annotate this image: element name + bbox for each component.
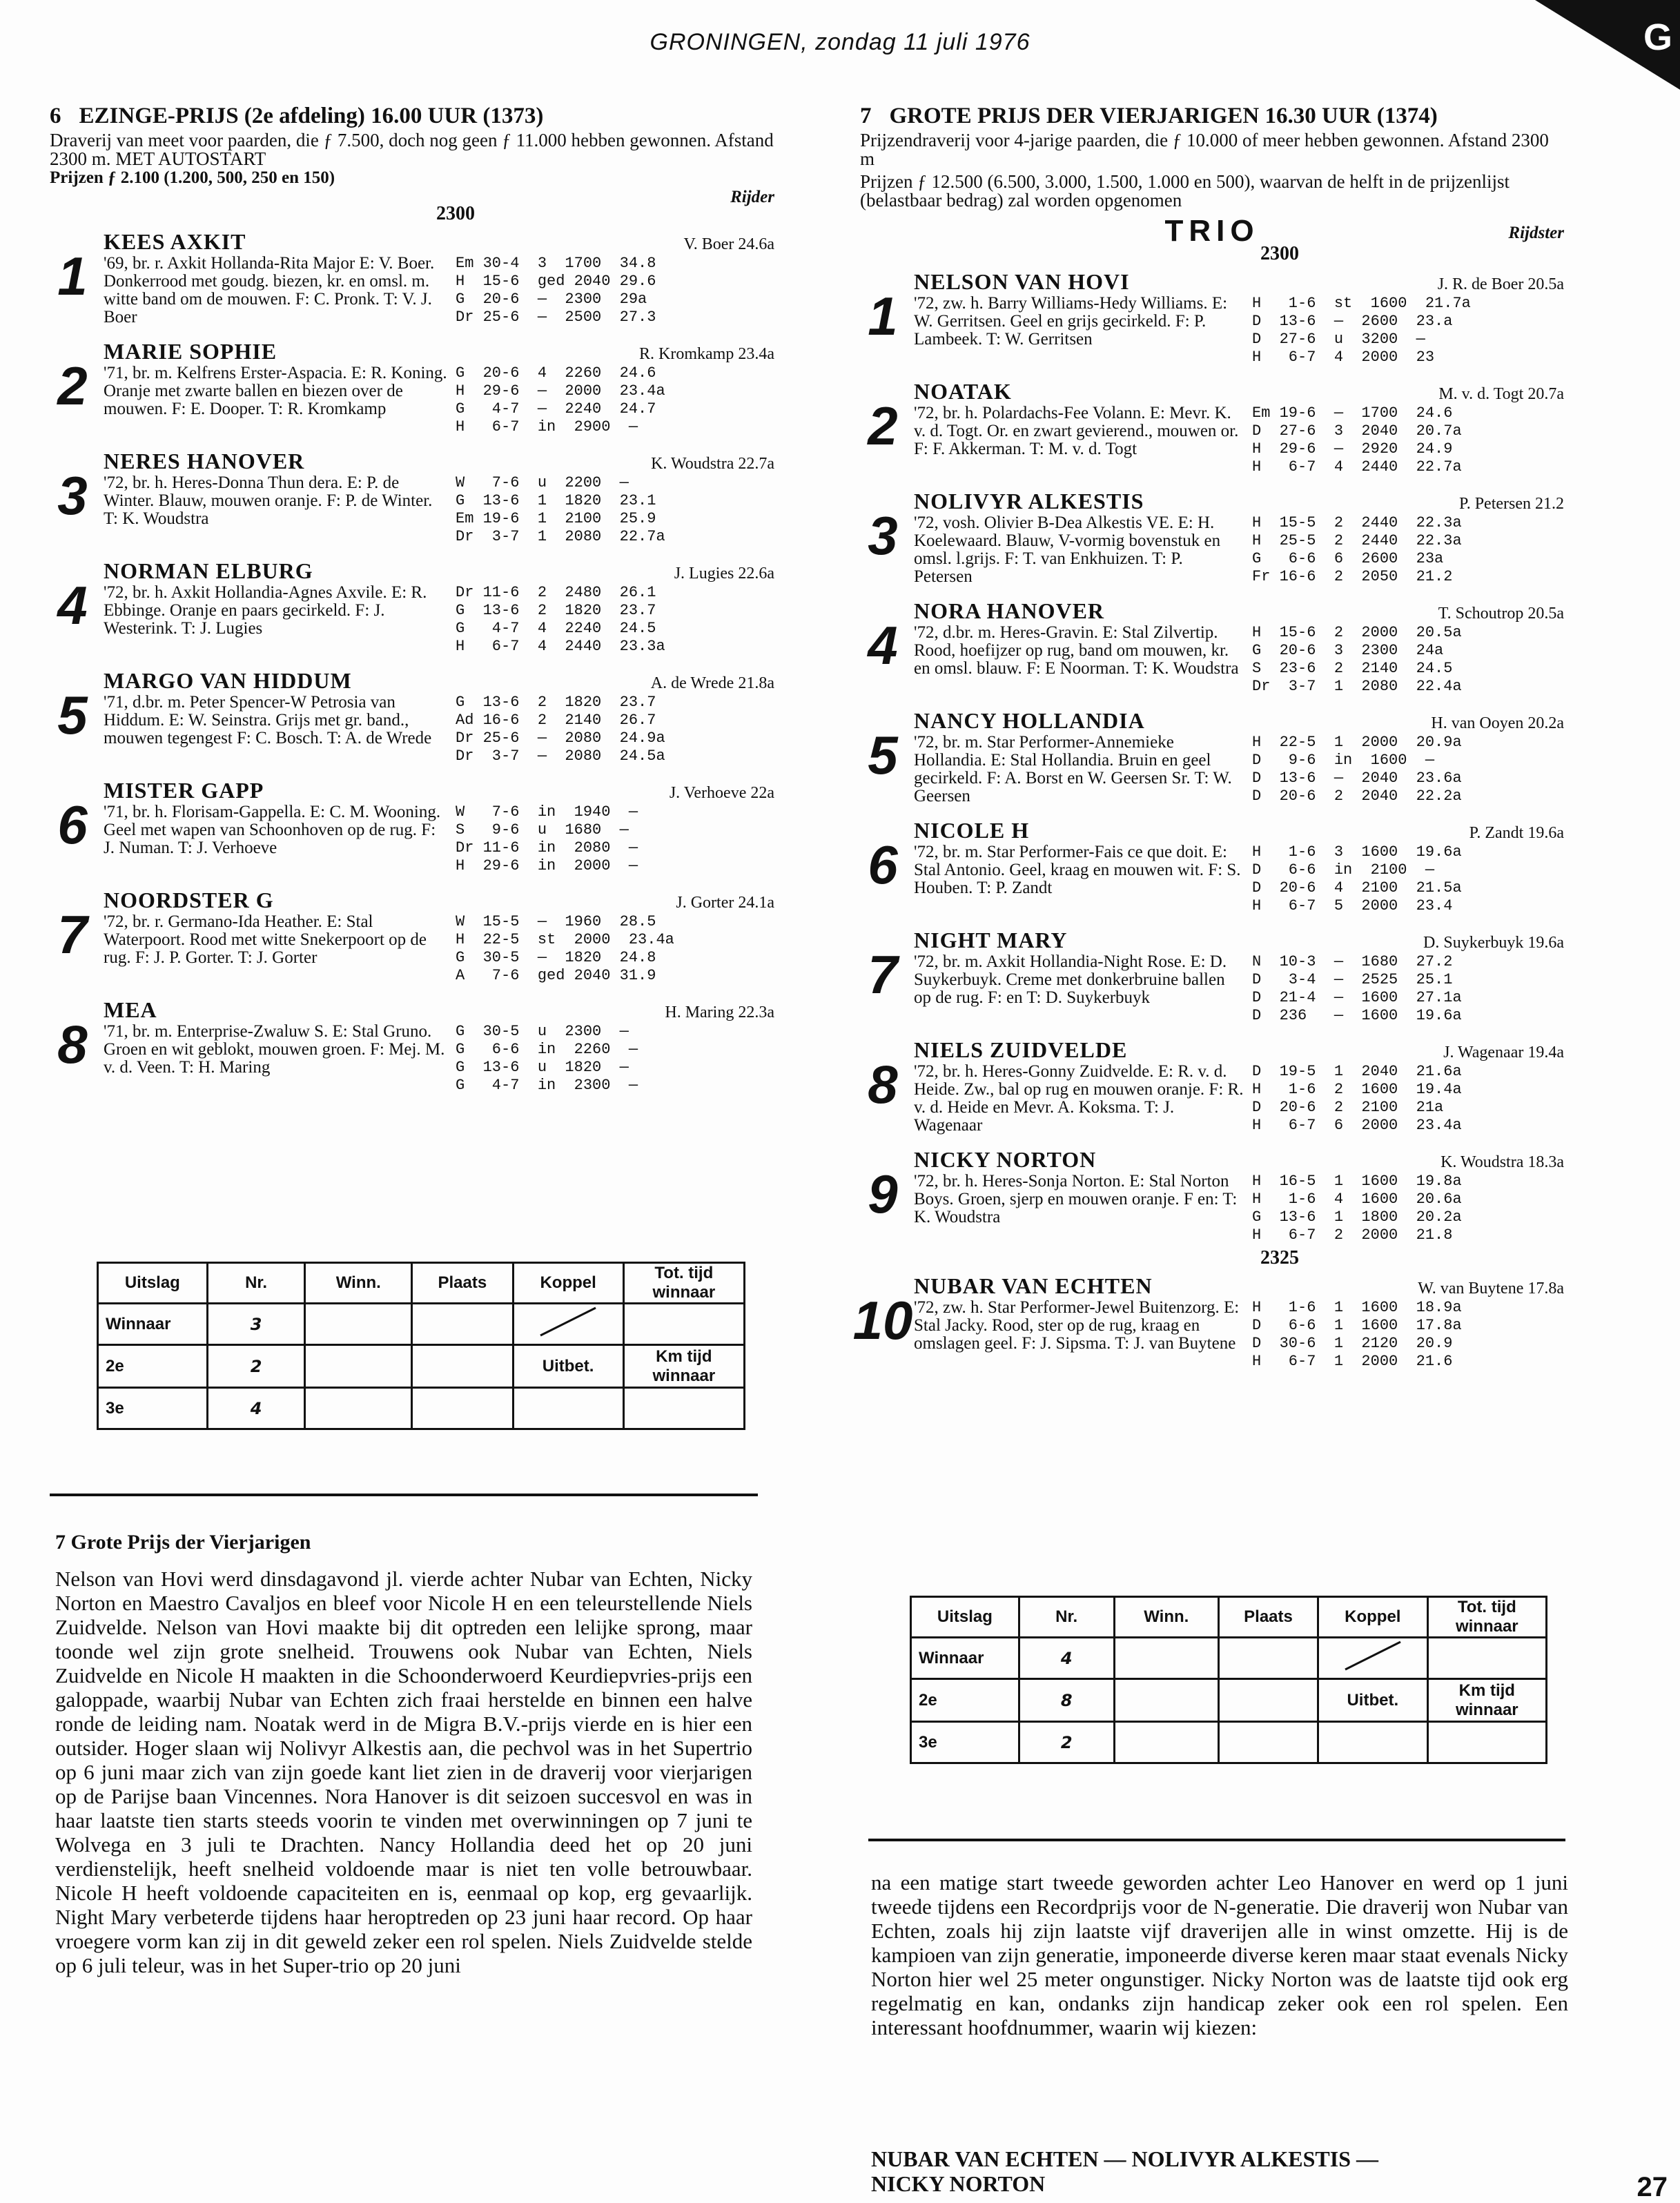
horse-entry <box>860 489 1564 586</box>
recent-performances: H 1-6 3 1600 19.6a D 6-6 in 2100 — D 20-6 4 2100 21.5a H 6-7 5 2000 23.4 <box>1252 843 1462 914</box>
horse-entry <box>50 668 774 765</box>
row-label: 3e <box>911 1722 1019 1763</box>
horse-entry <box>860 598 1564 696</box>
race6-column <box>50 104 774 1107</box>
rider-name: J. Wagenaar 19.4a <box>1443 1044 1564 1061</box>
start-number: 6 <box>57 794 88 855</box>
recent-performances: H 16-5 1 1600 19.8a H 1-6 4 1600 20.6a G 13-6 1 1800 20.2a H 6-7 2 2000 21.8 <box>1252 1173 1462 1244</box>
table-header: Winn. <box>1114 1597 1218 1638</box>
recent-performances: Dr 11-6 2 2480 26.1 G 13-6 2 1820 23.7 G 4-7 4 2240 24.5 H 6-7 4 2440 23.3a <box>456 584 665 655</box>
start-number: 10 <box>852 1290 913 1351</box>
divider <box>50 1494 758 1496</box>
rider-name: H. van Ooyen 20.2a <box>1431 714 1564 732</box>
recent-performances: G 20-6 4 2260 24.6 H 29-6 — 2000 23.4a G 4-7 — 2240 24.7 H 6-7 in 2900 — <box>456 364 665 435</box>
race7-number: 7 <box>860 104 872 128</box>
horse-name: NIELS ZUIDVELDE <box>914 1037 1128 1062</box>
rider-name: R. Kromkamp 23.4a <box>639 345 774 363</box>
recent-performances: D 19-5 1 2040 21.6a H 1-6 2 1600 19.4a D 20-6 2 2100 21a H 6-7 6 2000 23.4a <box>1252 1063 1462 1134</box>
horse-name: NOLIVYR ALKESTIS <box>914 489 1144 513</box>
race7-prizes: Prijzen ƒ 12.500 (6.500, 3.000, 1.500, 1.000 en 500), waarvan de helft in de prijzenlijst (belastbaar bedrag) zal worden opgenomen <box>860 171 1510 210</box>
rider-name: D. Suykerbuyk 19.6a <box>1423 934 1564 952</box>
horse-name: NOORDSTER G <box>104 888 274 912</box>
start-number: 7 <box>868 944 898 1005</box>
horse-name: NORA HANOVER <box>914 598 1105 623</box>
rider-name: H. Maring 22.3a <box>665 1003 774 1021</box>
race6-distance: 2300 <box>436 203 475 224</box>
horse-description: '72, br. m. Star Performer-Fais ce que doit. E: Stal Antonio. Geel, kraag en mouwen wit. F: S. Houben. T: P. Zandt <box>914 843 1241 897</box>
article-text-right: na een matige start tweede geworden achter Leo Hanover en werd op 1 juni tweede tijdens een Recordprijs voor de N-generatie. Die draverij won Nubar van Echten, zoals hij zijn laatste vijf draverijen alle in winst omzette. Hij is de kampioen van zijn generatie, imponeerde diverse keren maar staat evenals Nicky Norton hier wel 25 meter ongunstiger. Nicky Norton was de laatste tijd ook erg regelmatig en kan, ondanks zijn handicap zeker ook een rol spelen. Een interessant hoofdnummer, waarin wij kiezen: <box>871 1870 1568 2039</box>
table-header: Koppel <box>513 1263 623 1304</box>
recent-performances: N 10-3 — 1680 27.2 D 3-4 — 2525 25.1 D 21-4 — 1600 27.1a D 236 — 1600 19.6a <box>1252 953 1462 1024</box>
table-header: Tot. tijd winnaar <box>623 1263 744 1304</box>
race7-entries <box>852 269 1564 1371</box>
km-time-label: Km tijd winnaar <box>623 1345 744 1388</box>
horse-description: '71, d.br. m. Peter Spencer-W Petrosia van Hiddum. E: W. Seinstra. Grijs met gr. band., mouwen tegengest F: C. Bosch. T: A. de Wrede <box>104 693 432 747</box>
race7-title: GROTE PRIJS DER VIERJARIGEN 16.30 UUR (1374) <box>889 104 1438 128</box>
horse-description: '72, vosh. Olivier B-Dea Alkestis VE. E: H. Koelewaard. Blauw, V-vormig bovenstuk en omsl. l.grijs. F: T. van Enkhuizen. T: P. Petersen <box>914 513 1221 586</box>
start-number: 2 <box>57 355 88 416</box>
handwritten-winner: 4 <box>1019 1638 1114 1679</box>
rider-name: J. R. de Boer 20.5a <box>1437 275 1564 293</box>
horse-entry <box>860 708 1564 805</box>
race6-number: 6 <box>50 104 61 128</box>
rider-name: P. Zandt 19.6a <box>1469 824 1564 842</box>
rider-name: K. Woudstra 18.3a <box>1440 1153 1564 1171</box>
recent-performances: H 15-5 2 2440 22.3a H 25-5 2 2440 22.3a G 6-6 6 2600 23a Fr 16-6 2 2050 21.2 <box>1252 514 1462 585</box>
horse-entry <box>50 449 774 546</box>
start-number: 5 <box>57 685 88 745</box>
horse-description: '72, br. r. Germano-Ida Heather. E: Stal Waterpoort. Rood met witte Snekerpoort op de rug. F: J. P. Gorter. T: J. Gorter <box>104 912 427 967</box>
row-label: 2e <box>98 1345 208 1388</box>
rider-name: V. Boer 24.6a <box>683 235 774 253</box>
koppel-slash <box>513 1304 623 1345</box>
corner-letter: G <box>1643 17 1673 58</box>
start-number: 5 <box>868 725 898 785</box>
horse-name: NERES HANOVER <box>104 449 305 473</box>
race6-conditions: Draverij van meet voor paarden, die ƒ 7.500, doch nog geen ƒ 11.000 hebben gewonnen. Afstand 2300 m. MET AUTOSTART <box>50 130 774 169</box>
koppel-slash <box>1318 1638 1427 1679</box>
recent-performances: W 7-6 in 1940 — S 9-6 u 1680 — Dr 11-6 in 2080 — H 29-6 in 2000 — <box>456 803 638 874</box>
start-number: 1 <box>868 286 898 346</box>
horse-description: '72, br. h. Axkit Hollandia-Agnes Axvile. E: R. Ebbinge. Oranje en paars gecirkeld. F: J. Westerink. T: J. Lugies <box>104 583 427 638</box>
start-number: 8 <box>57 1014 88 1075</box>
row-label: 2e <box>911 1679 1019 1722</box>
row-label: Winnaar <box>98 1304 208 1345</box>
pick-line-2: NICKY NORTON <box>871 2171 1046 2196</box>
table-header: Nr. <box>207 1263 305 1304</box>
km-time-label: Km tijd winnaar <box>1427 1679 1546 1722</box>
race6-entries <box>50 229 774 1095</box>
race7-rider-header: Rijdster <box>1508 224 1564 242</box>
start-number: 9 <box>868 1164 898 1224</box>
trio-label: TRIO <box>1164 214 1260 248</box>
start-number: 4 <box>868 615 898 676</box>
horse-name: NICKY NORTON <box>914 1147 1097 1172</box>
recent-performances: G 30-5 u 2300 — G 6-6 in 2260 — G 13-6 u 1820 — G 4-7 in 2300 — <box>456 1023 638 1094</box>
start-number: 1 <box>57 246 88 306</box>
table-header: Plaats <box>412 1263 514 1304</box>
horse-description: '72, zw. h. Barry Williams-Hedy Williams. E: W. Gerritsen. Geel en grijs gecirkeld. F: P. Lambeek. T: W. Gerritsen <box>914 294 1228 349</box>
horse-entry <box>860 1037 1564 1135</box>
horse-entry <box>860 818 1564 915</box>
recent-performances: W 15-5 — 1960 28.5 H 22-5 st 2000 23.4a G 30-5 — 1820 24.8 A 7-6 ged 2040 31.9 <box>456 913 674 984</box>
recent-performances: W 7-6 u 2200 — G 13-6 1 1820 23.1 Em 19-6 1 2100 25.9 Dr 3-7 1 2080 22.7a <box>456 474 665 545</box>
table-header: Tot. tijd winnaar <box>1427 1597 1546 1638</box>
horse-name: MEA <box>104 997 157 1022</box>
article-text-left: Nelson van Hovi werd dinsdagavond jl. vierde achter Nubar van Echten, Nicky Norton en Maestro Cavaljos en bleef voor Nicole H en een teleurstellende Niels Zuidvelde. Nelson van Hovi maakte bij dit optreden een lelijke sprong, maar toonde wel zijn grote snelheid. Trouwens ook Nubar van Echten, Niels Zuidvelde en Nicole H maakten in die Schoonderwoerd Keurdiepvries-prijs een galoppade, waarbij Nubar van Echten zich fraai herstelde en binnen een halve ronde de leiding nam. Noatak werd in de Migra B.V.-prijs vierde en is hier een outsider. Hoger slaan wij Nolivyr Alkestis aan, die pechvol was in het Supertrio op 6 juni maar zich van zijn goede kant liet zien in de draverij voor vierjarigen op de Parijse baan Vincennes. Nora Hanover is dit seizoen succesvol en was in haar laatste tien starts steeds voorin te vinden met overwinningen op 7 juni te Wolvega en 3 juli te Drachten. Nancy Hollandia deed het op 20 juni verdienstelijk, heeft snelheid voldoende maar is niet ten volle betrouwbaar. Nicole H heeft voldoende capaciteiten en is, eenmaal op kop, erg gevaarlijk. Night Mary verbeterde tijdens haar heroptreden op 23 juni haar record. Op haar vroegere vorm kan zij in dit geweld zeker een rol spelen. Niels Zuidvelde stelde op 6 juli teleur, was in het Super-trio op 20 juni <box>55 1567 752 1977</box>
horse-entry <box>50 339 774 436</box>
race7-distance: 2300 <box>1260 243 1299 264</box>
horse-entry <box>860 1147 1564 1244</box>
race7-distance-2: 2325 <box>1260 1247 1299 1269</box>
rider-name: J. Gorter 24.1a <box>676 894 774 912</box>
horse-entry <box>860 379 1564 476</box>
rider-name: J. Verhoeve 22a <box>669 784 774 802</box>
rider-name: M. v. d. Togt 20.7a <box>1438 385 1564 403</box>
horse-name: MARGO VAN HIDDUM <box>104 668 352 693</box>
table-header: Koppel <box>1318 1597 1427 1638</box>
payout-label: Uitbet. <box>513 1345 623 1388</box>
start-number: 6 <box>868 834 898 895</box>
divider <box>868 1839 1565 1841</box>
start-number: 3 <box>868 505 898 566</box>
rider-name: T. Schoutrop 20.5a <box>1438 605 1564 623</box>
article-title: 7 Grote Prijs der Vierjarigen <box>55 1531 311 1554</box>
horse-description: '71, br. m. Kelfrens Erster-Aspacia. E: R. Koning. Oranje met zwarte ballen en biezen over de mouwen. F: E. Dooper. T: R. Kromkamp <box>104 364 447 418</box>
horse-entry <box>852 1273 1564 1371</box>
horse-name: MISTER GAPP <box>104 778 264 803</box>
handwritten-second: 2 <box>207 1345 305 1388</box>
handwritten-third: 2 <box>1019 1722 1114 1763</box>
recent-performances: Em 19-6 — 1700 24.6 D 27-6 3 2040 20.7a H 29-6 — 2920 24.9 H 6-7 4 2440 22.7a <box>1252 404 1462 476</box>
rider-name: P. Petersen 21.2 <box>1459 495 1564 513</box>
start-number: 4 <box>57 575 88 636</box>
page-header: GRONINGEN, zondag 11 juli 1976 <box>649 29 1031 55</box>
horse-description: '72, d.br. m. Heres-Gravin. E: Stal Zilvertip. Rood, hoefijzer op rug, band om mouwen, kr. en omsl. blauw. F: E Noorman. T: K. Woudstra <box>914 623 1239 678</box>
start-number: 7 <box>57 904 88 965</box>
handwritten-winner: 3 <box>207 1304 305 1345</box>
recent-performances: G 13-6 2 1820 23.7 Ad 16-6 2 2140 26.7 Dr 25-6 — 2080 24.9a Dr 3-7 — 2080 24.5a <box>456 694 665 765</box>
start-number: 8 <box>868 1054 898 1115</box>
horse-description: '72, br. h. Polardachs-Fee Volann. E: Mevr. K. v. d. Togt. Or. en zwart gevierend., mouwen or. F: F. Akkerman. T: M. v. d. Togt <box>914 404 1239 458</box>
horse-name: NANCY HOLLANDIA <box>914 708 1145 733</box>
rider-name: J. Lugies 22.6a <box>674 565 774 582</box>
race6-rider-header: Rijder <box>730 188 774 206</box>
rider-name: K. Woudstra 22.7a <box>651 455 774 473</box>
page-number: 27 <box>1637 2172 1668 2202</box>
table-header: Plaats <box>1219 1597 1318 1638</box>
horse-name: MARIE SOPHIE <box>104 339 277 364</box>
row-label: Winnaar <box>911 1638 1019 1679</box>
pick-line-1: NUBAR VAN ECHTEN — NOLIVYR ALKESTIS — <box>871 2146 1378 2171</box>
table-header: Nr. <box>1019 1597 1114 1638</box>
horse-entry <box>50 778 774 875</box>
race6-result-table <box>97 1262 745 1430</box>
horse-entry <box>50 229 774 326</box>
article-pick <box>871 2146 1378 2196</box>
table-header: Uitslag <box>911 1597 1019 1638</box>
horse-description: '72, br. m. Star Performer-Annemieke Hollandia. E: Stal Hollandia. Bruin en geel gecirkeld. F: A. Borst en W. Geersen Sr. T: W. Geersen <box>914 733 1232 805</box>
horse-name: NELSON VAN HOVI <box>914 269 1130 294</box>
race6-title: EZINGE-PRIJS (2e afdeling) 16.00 UUR (1373) <box>79 104 544 128</box>
horse-description: '71, br. m. Enterprise-Zwaluw S. E: Stal Gruno. Groen en wit geblokt, mouwen groen. F: Mej. M. v. d. Veen. T: H. Maring <box>104 1022 445 1077</box>
handwritten-third: 4 <box>207 1388 305 1429</box>
horse-name: NOATAK <box>914 379 1012 404</box>
recent-performances: H 1-6 st 1600 21.7a D 13-6 — 2600 23.a D 27-6 u 3200 — H 6-7 4 2000 23 <box>1252 295 1471 366</box>
start-number: 3 <box>57 465 88 526</box>
rider-name: W. van Buytene 17.8a <box>1418 1280 1564 1298</box>
race7-column <box>852 104 1564 1383</box>
row-label: 3e <box>98 1388 208 1429</box>
horse-entry <box>50 558 774 656</box>
horse-name: NORMAN ELBURG <box>104 558 313 583</box>
start-number: 2 <box>868 395 898 456</box>
handwritten-second: 8 <box>1019 1679 1114 1722</box>
payout-label: Uitbet. <box>1318 1679 1427 1722</box>
race7-result-table <box>910 1596 1547 1764</box>
horse-entry <box>860 928 1564 1025</box>
horse-entry <box>860 269 1564 366</box>
corner-tab <box>1535 0 1680 90</box>
recent-performances: H 22-5 1 2000 20.9a D 9-6 in 1600 — D 13-6 — 2040 23.6a D 20-6 2 2040 22.2a <box>1252 734 1462 805</box>
horse-description: '72, br. m. Axkit Hollandia-Night Rose. E: D. Suykerbuyk. Creme met donkerbruine ballen op de rug. F: en T: D. Suykerbuyk <box>914 952 1227 1007</box>
rider-name: A. de Wrede 21.8a <box>650 674 774 692</box>
horse-description: '72, br. h. Heres-Gonny Zuidvelde. E: R. v. d. Heide. Zw., bal op rug en mouwen oranje. F: R. v. d. Heide en Mevr. A. Koksma. T: J. Wagenaar <box>914 1062 1244 1135</box>
horse-entry <box>50 997 774 1095</box>
horse-description: '69, br. r. Axkit Hollanda-Rita Major E: V. Boer. Donkerrood met goudg. biezen, kr. en omsl. m. witte band om de mouwen. F: C. Pronk. T: V. J. Boer <box>104 254 435 326</box>
horse-entry <box>50 888 774 985</box>
recent-performances: H 15-6 2 2000 20.5a G 20-6 3 2300 24a S 23-6 2 2140 24.5 Dr 3-7 1 2080 22.4a <box>1252 624 1462 695</box>
horse-description: '72, br. h. Heres-Sonja Norton. E: Stal Norton Boys. Groen, sjerp en mouwen oranje. F en: T: K. Woudstra <box>914 1172 1238 1226</box>
horse-name: NUBAR VAN ECHTEN <box>914 1273 1153 1298</box>
horse-name: NICOLE H <box>914 818 1030 843</box>
race7-conditions: Prijzendraverij voor 4-jarige paarden, die ƒ 10.000 of meer hebben gewonnen. Afstand 2300 m <box>860 130 1549 169</box>
table-header: Uitslag <box>98 1263 208 1304</box>
table-header: Winn. <box>305 1263 412 1304</box>
horse-name: NIGHT MARY <box>914 928 1068 952</box>
recent-performances: H 1-6 1 1600 18.9a D 6-6 1 1600 17.8a D 30-6 1 2120 20.9 H 6-7 1 2000 21.6 <box>1252 1299 1462 1370</box>
recent-performances: Em 30-4 3 1700 34.8 H 15-6 ged 2040 29.6 G 20-6 — 2300 29a Dr 25-6 — 2500 27.3 <box>456 255 656 326</box>
horse-description: '72, zw. h. Star Performer-Jewel Buitenzorg. E: Stal Jacky. Rood, ster op de rug, kraag en omslagen geel. F: J. Sipsma. T: J. van Buytene <box>914 1298 1240 1353</box>
race6-prizes: Prijzen ƒ 2.100 (1.200, 500, 250 en 150) <box>50 168 335 187</box>
horse-description: '72, br. h. Heres-Donna Thun dera. E: P. de Winter. Blauw, mouwen oranje. F: P. de Winter. T: K. Woudstra <box>104 473 433 528</box>
horse-name: KEES AXKIT <box>104 229 246 254</box>
horse-description: '71, br. h. Florisam-Gappella. E: C. M. Wooning. Geel met wapen van Schoonhoven op de rug. F: J. Numan. T: J. Verhoeve <box>104 803 441 857</box>
